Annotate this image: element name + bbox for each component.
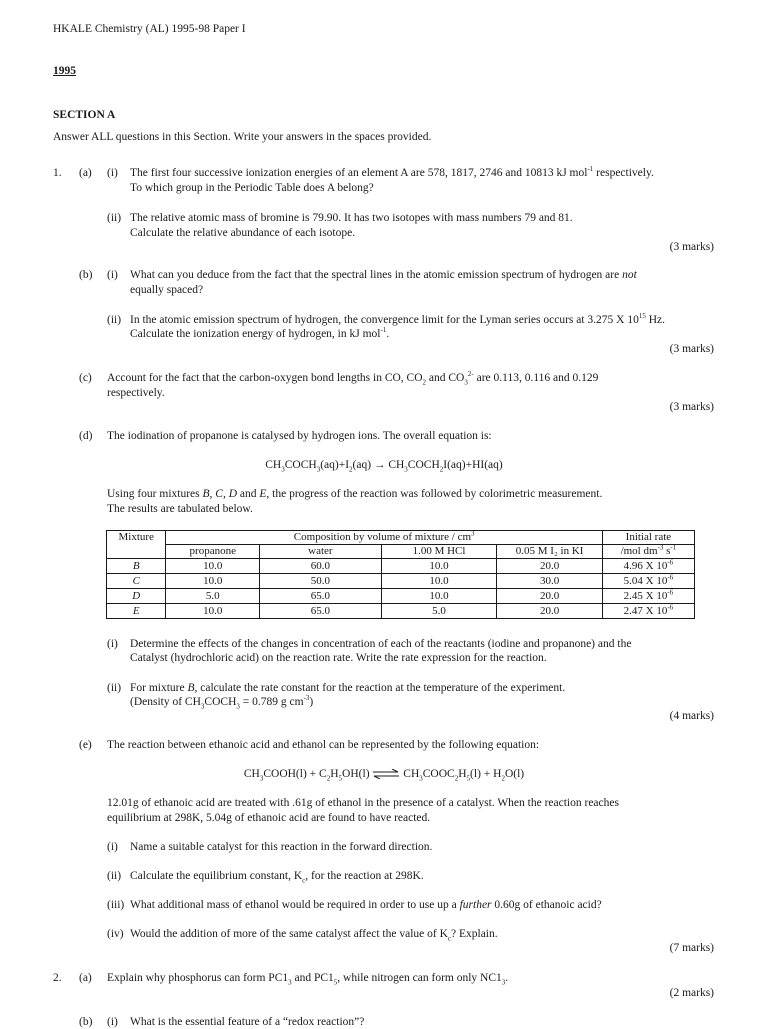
table-cell: 5.0 (381, 604, 497, 619)
question-text: The iodination of propanone is catalysed by hydrogen ions. The overall equation is: (107, 430, 492, 442)
question-text: What is the essential feature of a “redox reaction”? (130, 1016, 365, 1028)
subpart-label: (ii) (107, 212, 122, 224)
table-subheader-row (107, 545, 695, 559)
paragraph-text: Using four mixtures B, C, D and E, the progress of the reaction was followed by colorimetric measurement. (107, 488, 603, 500)
question-text: Determine the effects of the changes in concentration of each of the reactants (iodine and propanone) and the (130, 638, 632, 650)
section-heading: SECTION A (53, 109, 116, 121)
table-cell: 10.0 (166, 604, 260, 619)
question-text: What can you deduce from the fact that the spectral lines in the atomic emission spectrum of hydrogen are not (130, 269, 637, 281)
question-text: Catalyst (hydrochloric acid) on the reaction rate. Write the rate expression for the reaction. (130, 652, 547, 664)
marks-label: (3 marks) (669, 343, 714, 355)
table-cell: 60.0 (260, 559, 382, 574)
question-text: In the atomic emission spectrum of hydrogen, the convergence limit for the Lyman series occurs at 3.275 X $10^{15}$ Hz. (130, 312, 666, 326)
part-label: (e) (79, 739, 92, 751)
question-number: 1. (53, 167, 62, 179)
table-cell: 20.0 (497, 589, 602, 604)
table-cell: 65.0 (260, 589, 382, 604)
part-label: (a) (79, 972, 92, 984)
document-header: HKALE Chemistry (AL) 1995-98 Paper I (53, 23, 246, 35)
table-cell: 20.0 (497, 604, 602, 619)
table-header-cell: Initial rate (602, 531, 694, 545)
question-text: The reaction between ethanoic acid and ethanol can be represented by the following equation: (107, 739, 540, 751)
table-cell: B (107, 559, 166, 574)
table-header-cell: 0.05 M I₂ in KI (497, 545, 602, 559)
subpart-label: (i) (107, 167, 118, 179)
subpart-label: (i) (107, 841, 118, 853)
table-row (107, 604, 695, 619)
question-text: The relative atomic mass of bromine is 79.90. It has two isotopes with mass numbers 79 and 81. (130, 212, 573, 224)
section-instructions: Answer ALL questions in this Section. Write your answers in the spaces provided. (53, 131, 432, 143)
table-cell: 10.0 (166, 559, 260, 574)
table-cell: D (107, 589, 166, 604)
subpart-label: (i) (107, 638, 118, 650)
table-cell: C (107, 574, 166, 589)
subpart-label: (iv) (107, 928, 124, 940)
year-heading: 1995 (53, 65, 76, 77)
table-row (107, 559, 695, 574)
question-text: The first four successive ionization energies of an element A are 578, 1817, 2746 and 10813 kJ mol$^{-1}$ respectively. (130, 165, 654, 179)
table-cell: 10.0 (381, 559, 497, 574)
part-label: (b) (79, 269, 93, 281)
table-row (107, 589, 695, 604)
table-cell: 20.0 (497, 559, 602, 574)
subpart-label: (ii) (107, 314, 122, 326)
paragraph-text: 12.01g of ethanoic acid are treated with .61g of ethanol in the presence of a catalyst. When the reaction reaches (107, 797, 619, 809)
subpart-label: (ii) (107, 682, 122, 694)
table-header-cell: propanone (166, 545, 260, 559)
results-table (106, 530, 695, 619)
esterification-equation: $CH_3COOH(l) + C_2H_5OH(l)$ $CH_3COOC_2H_5(l) + H_2O(l)$ (243, 768, 525, 783)
question-text: Calculate the ionization energy of hydrogen, in kJ mol$^{-1}$. (130, 326, 390, 340)
paragraph-text: The results are tabulated below. (107, 503, 253, 515)
question-text: Calculate the equilibrium constant, $K_c$, for the reaction at 298K. (130, 870, 424, 885)
part-label: (d) (79, 430, 93, 442)
subpart-label: (i) (107, 1016, 118, 1028)
subpart-label: (ii) (107, 870, 122, 882)
reaction-arrow-icon: → (373, 459, 386, 471)
table-cell: 5.0 (166, 589, 260, 604)
paragraph-text: equilibrium at 298K, 5.04g of ethanoic acid are found to have reacted. (107, 812, 431, 824)
table-cell: 30.0 (497, 574, 602, 589)
table-cell: 2.45 X $10^{-6}$ (602, 589, 694, 604)
table-header-cell: 1.00 M HCl (381, 545, 497, 559)
table-header-cell: water (260, 545, 382, 559)
table-header-cell: /mol $dm^{-3}$ $s^{-1}$ (602, 545, 694, 559)
marks-label: (4 marks) (669, 710, 714, 722)
table-cell: 65.0 (260, 604, 382, 619)
table-cell: 10.0 (166, 574, 260, 589)
table-cell: 10.0 (381, 574, 497, 589)
question-number: 2. (53, 972, 62, 984)
table-cell: E (107, 604, 166, 619)
question-text: What additional mass of ethanol would be required in order to use up a further 0.60g of ethanoic acid? (130, 899, 602, 911)
subpart-label: (iii) (107, 899, 125, 911)
marks-label: (3 marks) (669, 401, 714, 413)
table-cell: 4.96 X $10^{-6}$ (602, 559, 694, 574)
iodination-equation: $CH_3COCH_3(aq)+I_2(aq)$ → $CH_3COCH_2I(aq)+HI(aq)$ (265, 459, 503, 474)
marks-label: (2 marks) (669, 987, 714, 999)
question-text: Name a suitable catalyst for this reaction in the forward direction. (130, 841, 433, 853)
part-label: (c) (79, 372, 92, 384)
question-text: For mixture B, calculate the rate constant for the reaction at the temperature of the experiment. (130, 682, 566, 694)
question-text: Explain why phosphorus can form $PC1_3$ and $PC1_5$, while nitrogen can form only $NC1_3$. (107, 972, 509, 987)
question-text: Calculate the relative abundance of each isotope. (130, 227, 356, 239)
question-text: To which group in the Periodic Table does A belong? (130, 182, 374, 194)
subpart-label: (i) (107, 269, 118, 281)
equilibrium-arrow-icon (372, 769, 400, 779)
part-label: (b) (79, 1016, 93, 1028)
question-text: Would the addition of more of the same catalyst affect the value of $K_c$? Explain. (130, 928, 498, 943)
table-cell: 5.04 X $10^{-6}$ (602, 574, 694, 589)
question-text: respectively. (107, 387, 165, 399)
marks-label: (3 marks) (669, 241, 714, 253)
table-header-row (107, 531, 695, 545)
table-row (107, 574, 695, 589)
question-text: Account for the fact that the carbon-oxygen bond lengths in CO, $CO_2$ and $CO_3^{2-}$ are 0.113, 0.116 and 0.129 (107, 370, 599, 387)
table-cell: 2.47 X $10^{-6}$ (602, 604, 694, 619)
question-text: equally spaced? (130, 284, 204, 296)
table-cell: 50.0 (260, 574, 382, 589)
marks-label: (7 marks) (669, 942, 714, 954)
table-cell: 10.0 (381, 589, 497, 604)
part-label: (a) (79, 167, 92, 179)
table-header-cell: Composition by volume of mixture / $cm^3$ (166, 531, 602, 545)
question-text: (Density of $CH_3COCH_3 = 0.789$ g $cm^{-3}$) (130, 694, 314, 711)
table-header-cell: Mixture (107, 531, 166, 559)
